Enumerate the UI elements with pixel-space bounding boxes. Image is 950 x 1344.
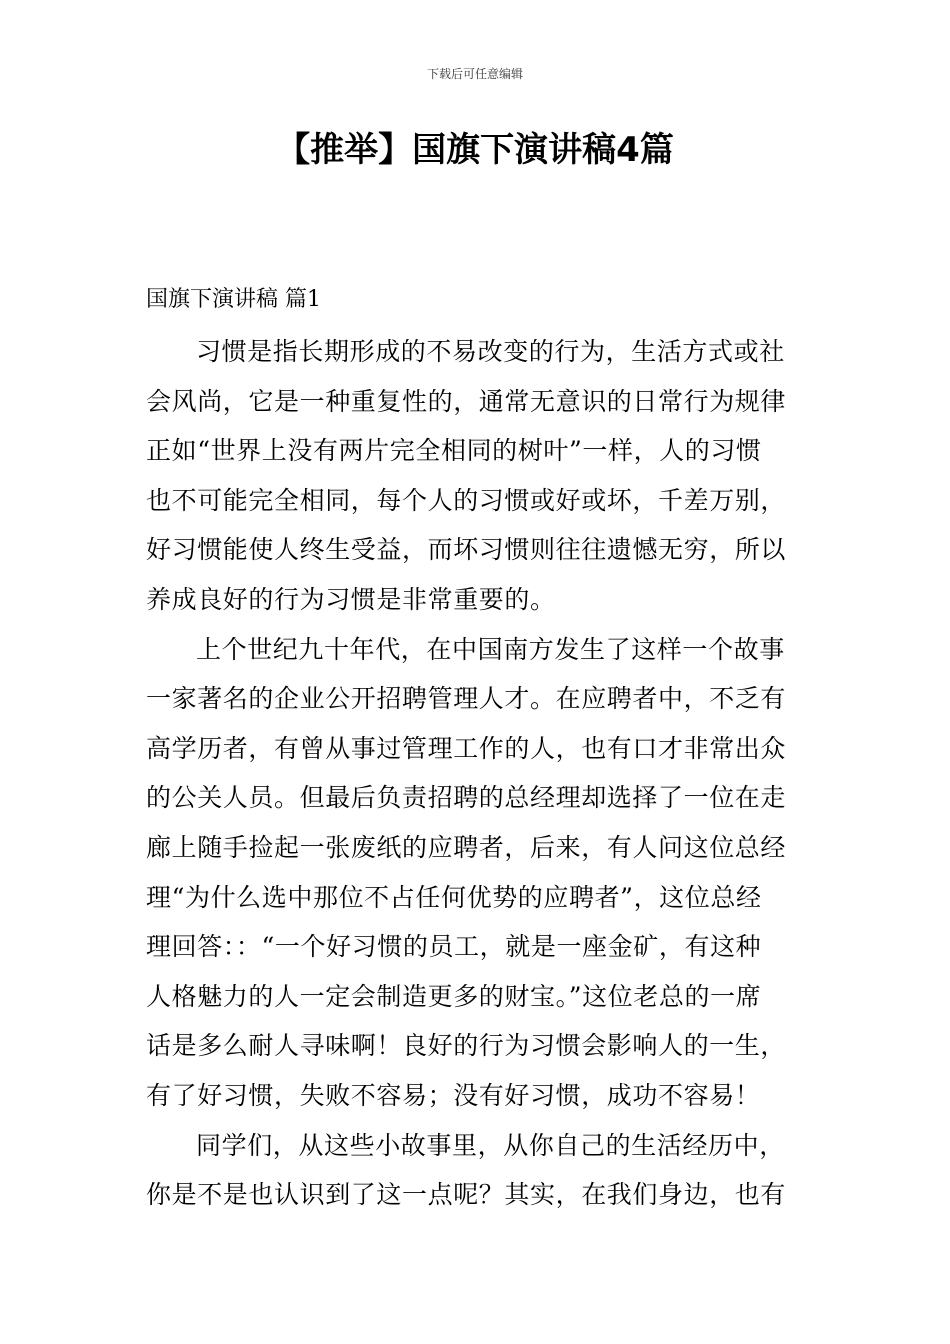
paragraph-line: 的公关人员。但最后负责招聘的总经理却选择了一位在走: [146, 783, 787, 813]
paragraph-line: 也不可能完全相同，每个人的习惯或好或坏，千差万别，: [146, 485, 787, 515]
paragraph-line: 有了好习惯，失败不容易；没有好习惯，成功不容易！: [146, 1080, 761, 1110]
header-note: 下载后可任意编辑: [426, 67, 523, 81]
paragraph-line: 理“为什么选中那位不占任何优势的应聘者”，这位总经: [146, 882, 762, 912]
section-heading: 国旗下演讲稿 篇1: [146, 287, 321, 312]
paragraph-line: 高学历者，有曾从事过管理工作的人，也有口才非常出众: [146, 733, 787, 763]
paragraph-line: 习惯是指长期形成的不易改变的行为，生活方式或社: [196, 337, 785, 366]
paragraph-line: 理回答：：“一个好习惯的员工，就是一座金矿，有这种: [146, 932, 762, 962]
paragraph-line: 同学们，从这些小故事里，从你自己的生活经历中，: [196, 1130, 785, 1160]
paragraph-line: 上个世纪九十年代，在中国南方发生了这样一个故事: [196, 634, 785, 664]
paragraph-line: 廊上随手捡起一张废纸的应聘者，后来，有人问这位总经: [146, 832, 787, 862]
paragraph-line: 话是多么耐人寻味啊！良好的行为习惯会影响人的一生，: [146, 1031, 787, 1061]
paragraph-line: 会风尚，它是一种重复性的，通常无意识的日常行为规律: [146, 386, 787, 416]
paragraph-line: 一家著名的企业公开招聘管理人才。在应聘者中，不乏有: [146, 684, 787, 714]
document-title: 【推举】国旗下演讲稿4篇: [276, 130, 674, 170]
paragraph-line: 你是不是也认识到了这一点呢？其实，在我们身边，也有: [146, 1180, 787, 1210]
document-body: [146, 327, 806, 1220]
paragraph-line: 人格魅力的人一定会制造更多的财宝。”这位老总的一席: [146, 981, 762, 1011]
paragraph-line: 正如“世界上没有两片完全相同的树叶”一样，人的习惯: [146, 436, 762, 466]
paragraph-line: 养成良好的行为习惯是非常重要的。: [146, 584, 556, 614]
paragraph-line: 好习惯能使人终生受益，而坏习惯则往往遗憾无穷，所以: [146, 535, 787, 565]
